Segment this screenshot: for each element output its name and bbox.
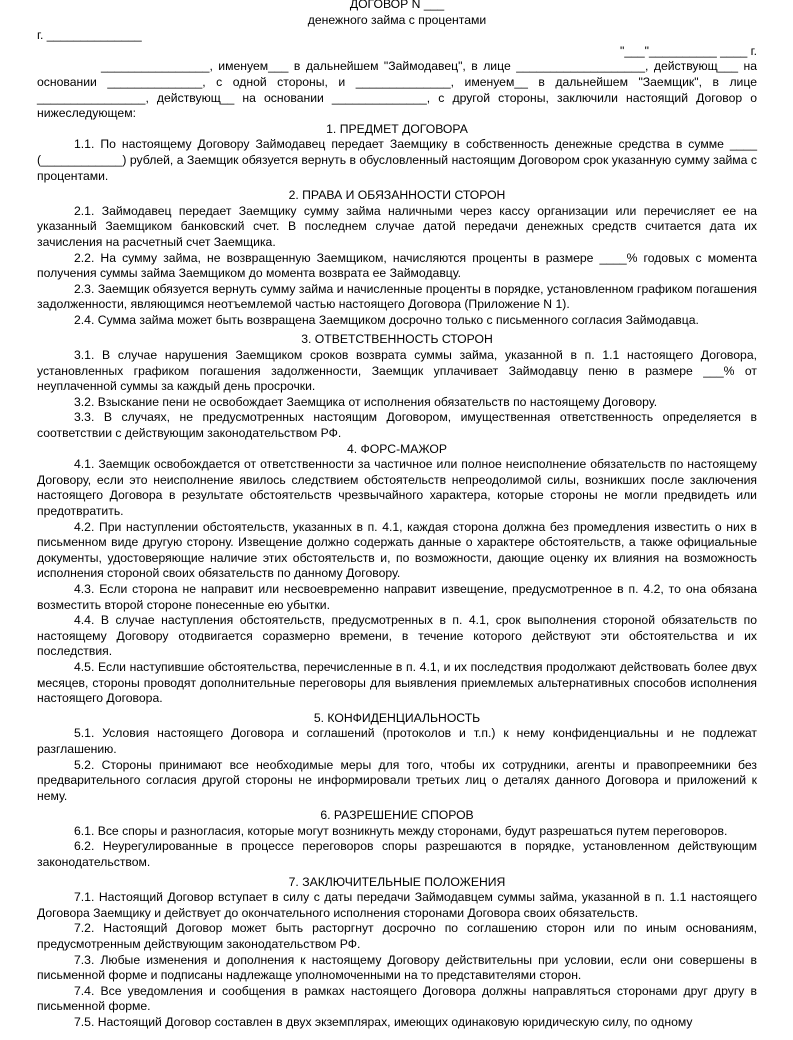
document-title: ДОГОВОР N ___	[349, 0, 445, 11]
date-row	[37, 44, 757, 60]
section-heading: 6. РАЗРЕШЕНИЕ СПОРОВ	[320, 808, 474, 823]
clause-paragraph: 7.4. Все уведомления и сообщения в рамках настоящего Договора должны направляться сторонами друг другу в письменной форме.	[37, 983, 757, 1014]
clause-paragraph: 4.5. Если наступившие обстоятельства, перечисленные в п. 4.1, и их последствия продолжают действовать более двух месяцев, стороны проводят дополнительные переговоры для выявления приемлемых альтернативных способов исполнения настоящего Договора.	[37, 659, 757, 706]
section-heading: 7. ЗАКЛЮЧИТЕЛЬНЫЕ ПОЛОЖЕНИЯ	[288, 874, 506, 889]
clause-paragraph: 6.1. Все споры и разногласия, которые могут возникнуть между сторонами, будут разрешаться путем переговоров.	[74, 823, 728, 838]
clause-paragraph: 2.4. Сумма займа может быть возвращена Заемщиком досрочно только с письменного согласия Займодавца.	[74, 312, 699, 327]
clause-paragraph: 3.3. В случаях, не предусмотренных настоящим Договором, имущественная ответственность определяется в соответствии с действующим законодательством РФ.	[37, 410, 757, 441]
date-field: "___"__________ ____ г.	[620, 43, 757, 58]
clause-paragraph: 4.1. Заемщик освобождается от ответственности за частичное или полное неисполнение обязательств по настоящему Договору, если это неисполнение явилось следствием обстоятельств непреодолимой силы, возникших после заключения настоящего Договора в результате обстоятельств чрезвычайного характера, которые стороны не могли предвидеть или предотвратить.	[37, 457, 757, 518]
clause-paragraph: 7.2. Настоящий Договор может быть расторгнут досрочно по соглашению сторон или по иным основаниям, предусмотренным действующим законодательством РФ.	[37, 921, 757, 952]
clause-paragraph: 5.1. Условия настоящего Договора и соглашений (протоколов и т.п.) к нему конфиденциальны и не подлежат разглашению.	[37, 726, 757, 756]
clause-paragraph: 4.2. При наступлении обстоятельств, указанных в п. 4.1, каждая сторона должна без промедления известить о них в письменном виде другую сторону. Извещение должно содержать данные о характере обстоятельств, а также официальные документы, удостоверяющие наличие этих обстоятельств и, по возможности, дающие оценку их влияния на возможность исполнения стороной своих обязательств по данному Договору.	[37, 519, 757, 581]
clause-paragraph: 2.1. Займодавец передает Заемщику сумму займа наличными через кассу организации или перечисляет ее на указанный Заемщиком банковский счет. В последнем случае датой передачи денежных средств считается дата их зачисления на расчетный счет Заемщика.	[37, 203, 757, 249]
city-field: г. ______________	[37, 28, 142, 43]
clause-paragraph: 6.2. Неурегулированные в процессе переговоров споры разрешаются в порядке, установленном действующим законодательством.	[37, 839, 757, 870]
clause-paragraph: 7.5. Настоящий Договор составлен в двух экземплярах, имеющих одинаковую юридическую силу, по одному	[74, 1015, 693, 1029]
clause-paragraph: 4.3. Если сторона не направит или несвоевременно направит извещение, предусмотренное в п. 4.2, то она обязана возместить второй стороне понесенные ею убытки.	[37, 581, 757, 612]
section-heading: 2. ПРАВА И ОБЯЗАННОСТИ СТОРОН	[288, 188, 506, 203]
clause-paragraph: 3.1. В случае нарушения Заемщиком сроков возврата суммы займа, указанной в п. 1.1 настоящего Договора, установленных графиком погашения задолженности, Заемщик уплачивает Займодавцу пеню в размере ___% от неуплаченной суммы за каждый день просрочки.	[37, 348, 757, 394]
document-subtitle: денежного займа с процентами	[307, 12, 487, 27]
city-date-row	[37, 28, 757, 44]
section-heading: 3. ОТВЕТСТВЕННОСТЬ СТОРОН	[301, 332, 493, 347]
clause-paragraph: 2.3. Заемщик обязуется вернуть сумму займа и начисленные проценты в порядке, установленном графиком погашения задолженности, являющимся неотъемлемой частью настоящего Договора (Приложение N 1).	[37, 281, 757, 312]
clause-paragraph: 5.2. Стороны принимают все необходимые меры для того, чтобы их сотрудники, агенты и правопреемники без предварительного согласия другой стороны не информировали третьих лиц о деталях данного Договора и приложений к нему.	[37, 757, 757, 803]
sections-container	[37, 122, 757, 1031]
clause-paragraph: 2.2. На сумму займа, не возвращенную Заемщиком, начисляются проценты в размере ____% годовых с момента получения суммы займа Заемщиком до момента возврата ее Займодавцу.	[37, 250, 757, 281]
section-heading: 4. ФОРС-МАЖОР	[346, 441, 448, 456]
clause-paragraph: 7.1. Настоящий Договор вступает в силу с даты передачи Займодавцем суммы займа, указанной в п. 1.1 настоящего Договора Заемщику и действует до окончательного исполнения сторонами Договора своих обязательств.	[37, 890, 757, 920]
clause-paragraph: 4.4. В случае наступления обстоятельств, предусмотренных в п. 4.1, срок выполнения стороной обязательств по настоящему Договору отодвигается соразмерно времени, в течение которого действуют эти обстоятельства и их последствия.	[37, 613, 757, 659]
clause-paragraph: 3.2. Взыскание пени не освобождает Заемщика от исполнения обязательств по настоящему Договору.	[74, 394, 658, 409]
section-heading: 1. ПРЕДМЕТ ДОГОВОРА	[326, 121, 468, 136]
clause-paragraph: 7.3. Любые изменения и дополнения к настоящему Договору действительны при условии, если они совершены в письменной форме и подписаны надлежаще уполномоченными на то представителями сторон.	[37, 952, 757, 983]
section-heading: 5. КОНФИДЕНЦИАЛЬНОСТЬ	[313, 710, 481, 725]
preamble-paragraph: ________________, именуем___ в дальнейшем "Займодавец", в лице ___________________, действующ___ на основании ______________, с одной стороны, и ______________, именуем__ в дальнейшем "Заемщик", в лице ________________, действующ__ на основании ______________, с другой стороны, заключили настоящий Договор о нижеследующем:	[37, 59, 757, 121]
clause-paragraph: 1.1. По настоящему Договору Займодавец передает Заемщику в собственность денежные средства в сумме ____ (____________) рублей, а Заемщик обязуется вернуть в обусловленный настоящим Договором срок указанную сумму займа с процентами.	[37, 137, 757, 183]
